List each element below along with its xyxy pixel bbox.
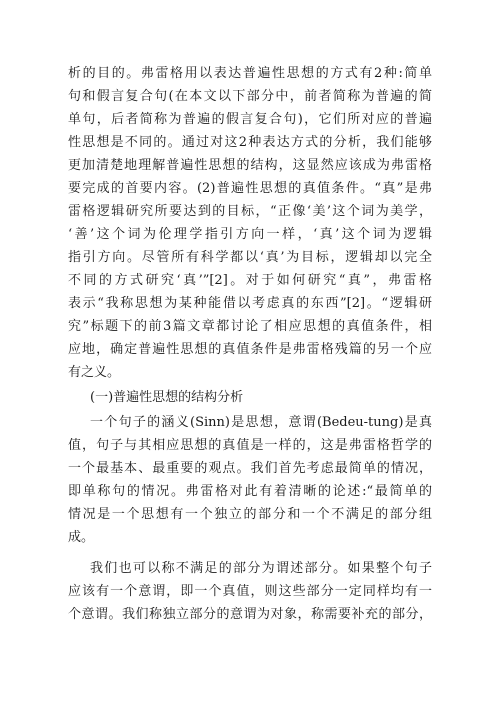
text-line: 一个句子的涵义(Sinn)是思想，意谓(Bedeu-tung)是真 bbox=[90, 415, 432, 430]
text-line: 要完成的首要内容。(2)普遍性思想的真值条件。“真”是弗 bbox=[68, 181, 432, 196]
text-line: 究”标题下的前3篇文章都讨论了相应思想的真值条件，相 bbox=[68, 319, 432, 334]
text-line: 不同的方式研究‘真’”[2]。对于如何研究“真”，弗雷格 bbox=[68, 273, 432, 288]
text-line: 单句，后者简称为普遍的假言复合句)，它们所对应的普遍 bbox=[68, 112, 432, 127]
paragraph-2 bbox=[68, 411, 432, 549]
paragraph-3 bbox=[68, 557, 432, 626]
paragraph-1 bbox=[68, 62, 432, 384]
section-heading-text: (一)普遍性思想的结构分析 bbox=[90, 390, 244, 405]
text-line: 表示“我称思想为某种能借以考虑真的东西”[2]。“逻辑研 bbox=[68, 296, 432, 311]
text-line: 应地，确定普遍性思想的真值条件是弗雷格残篇的另一个应 bbox=[68, 342, 432, 357]
text-line: 情况是一个思想有一个独立的部分和一个不满足的部分组 bbox=[68, 507, 432, 522]
text-line: 有之义。 bbox=[68, 365, 121, 380]
text-line: 应该有一个意谓，即一个真值，则这些部分一定同样均有一 bbox=[68, 584, 432, 599]
text-line: 即单称句的情况。弗雷格对此有着清晰的论述:“最简单的 bbox=[68, 484, 432, 499]
paragraph-gap bbox=[68, 549, 432, 557]
text-line: 更加清楚地理解普遍性思想的结构，这显然应该成为弗雷格 bbox=[68, 158, 432, 173]
text-line: 值，句子与其相应思想的真值是一样的，这是弗雷格哲学的 bbox=[68, 438, 432, 453]
document-page bbox=[68, 62, 432, 626]
text-line: 析的目的。弗雷格用以表达普遍性思想的方式有2种:简单 bbox=[68, 66, 432, 81]
text-line: 雷格逻辑研究所要达到的目标，“正像‘美’这个词为美学， bbox=[68, 204, 432, 219]
text-line: 一个最基本、最重要的观点。我们首先考虑最简单的情况， bbox=[68, 461, 432, 476]
text-line: 指引方向。尽管所有科学都以‘真’为目标，逻辑却以完全 bbox=[68, 250, 432, 265]
text-line: 个意谓。我们称独立部分的意谓为对象，称需要补充的部分， bbox=[68, 607, 432, 622]
text-line: 我们也可以称不满足的部分为谓述部分。如果整个句子 bbox=[90, 561, 432, 576]
text-line: 性思想是不同的。通过对这2种表达方式的分析，我们能够 bbox=[68, 135, 432, 150]
text-line: ‘善’这个词为伦理学指引方向一样，‘真’这个词为逻辑 bbox=[68, 227, 432, 242]
text-line: 句和假言复合句(在本文以下部分中，前者简称为普遍的简 bbox=[68, 89, 432, 104]
text-line: 成。 bbox=[68, 530, 95, 545]
section-heading bbox=[68, 384, 432, 411]
